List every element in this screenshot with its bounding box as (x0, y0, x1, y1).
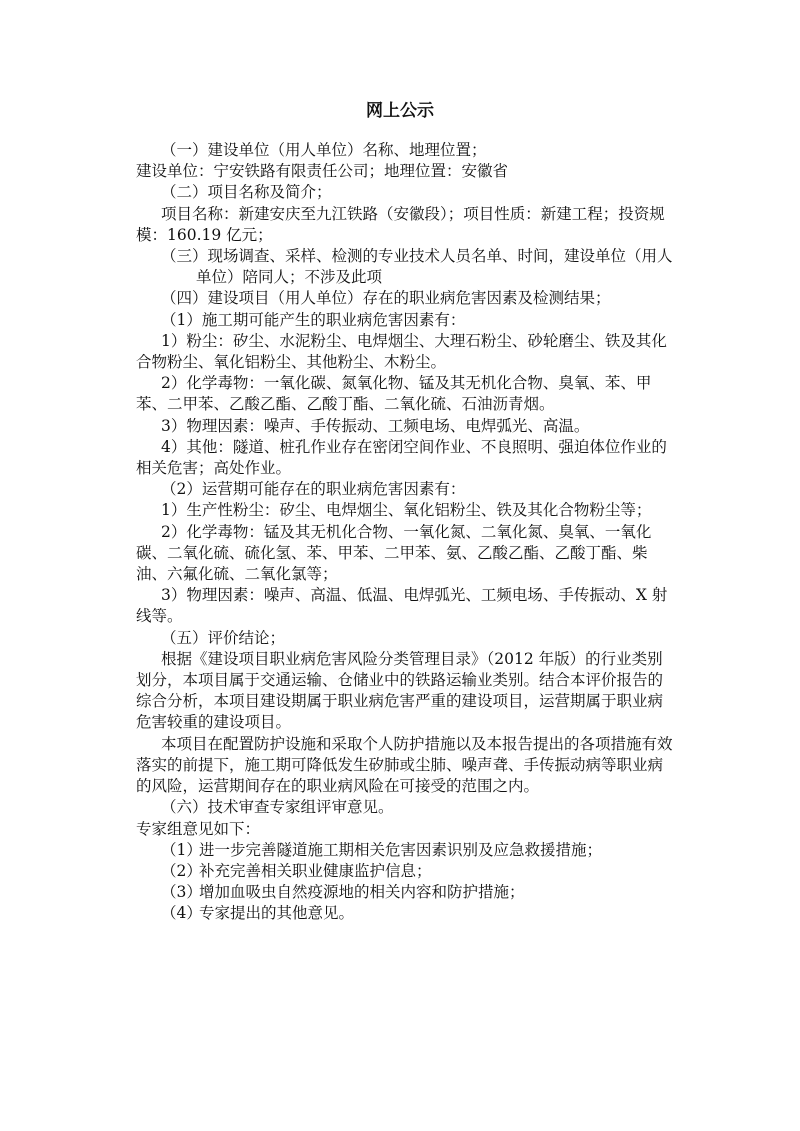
section-4-heading: （四）建设项目（用人单位）存在的职业病危害因素及检测结果； (161, 289, 611, 308)
expert-opinions-intro: 专家组意见如下： (136, 819, 261, 838)
opinion-item (136, 903, 676, 924)
opinion-text: 补充完善相关职业健康监护信息； (199, 861, 432, 880)
opinion-item (136, 882, 676, 903)
conclusion-paragraph-2: 本项目在配置防护设施和采取个人防护措施以及本报告提出的各项措施有效落实的前提下，施工期可降低发生矽肺或尘肺、噪声聋、手传振动病等职业病的风险，运营期间存在的职业病风险在可接受的范围之内。 (136, 734, 673, 796)
section-1-text: 建设单位：宁安铁路有限责任公司；地理位置：安徽省 (136, 162, 509, 181)
conclusion-paragraph-1: 根据《建设项目职业病危害风险分类管理目录》（2012 年版）的行业类别划分，本项目属于交通运输、仓储业中的铁路运输业类别。结合本评价报告的综合分析，本项目建设期属于职业病危害严重的建设项目，运营期属于职业病危害较重的建设项目。 (136, 649, 664, 732)
construction-chemicals: 2）化学毒物：一氧化碳、氮氧化物、锰及其无机化合物、臭氧、苯、甲苯、二甲苯、乙酸乙酯、乙酸丁酯、二氧化硫、石油沥青烟。 (136, 374, 652, 414)
operation-physical: 3）物理因素：噪声、高温、低温、电焊弧光、工频电场、手传振动、X 射线等。 (136, 586, 668, 626)
opinion-number: （1） (161, 840, 202, 859)
section-6-heading: （六）技术审查专家组评审意见。 (161, 798, 394, 817)
construction-other: 4）其他：隧道、桩孔作业存在密闭空间作业、不良照明、强迫体位作业的相关危害；高处作业。 (136, 437, 667, 478)
opinion-item (136, 861, 676, 882)
opinion-item (136, 840, 676, 861)
document-body (136, 140, 676, 925)
opinion-text: 进一步完善隧道施工期相关危害因素识别及应急救援措施； (199, 840, 603, 859)
opinion-text: 增加血吸虫自然疫源地的相关内容和防护措施； (199, 883, 525, 902)
opinion-text: 专家提出的其他意见。 (199, 904, 355, 923)
construction-hazards-heading: （1）施工期可能产生的职业病危害因素有： (161, 310, 466, 329)
opinion-number: （3） (161, 883, 202, 902)
operation-hazards-heading: （2）运营期可能存在的职业病危害因素有： (161, 480, 466, 499)
section-2-text: 项目名称：新建安庆至九江铁路（安徽段）；项目性质：新建工程；投资规模：160.19 亿元； (136, 204, 665, 244)
construction-physical: 3）物理因素：噪声、手传振动、工频电场、电焊弧光、高温。 (161, 416, 590, 435)
operation-dust: 1）生产性粉尘：矽尘、电焊烟尘、氧化铝粉尘、铁及其化合物粉尘等； (161, 501, 652, 520)
construction-dust: 1）粉尘：矽尘、水泥粉尘、电焊烟尘、大理石粉尘、砂轮磨尘、铁及其化合物粉尘、氧化铝粉尘、其他粉尘、木粉尘。 (136, 331, 667, 372)
opinion-number: （4） (161, 904, 202, 923)
section-2-heading: （二）项目名称及简介； (161, 183, 332, 202)
opinion-number: （2） (161, 861, 202, 880)
page-title: 网上公示 (366, 101, 434, 121)
operation-chemicals: 2）化学毒物：锰及其无机化合物、一氧化氮、二氧化氮、臭氧、一氧化碳、二氧化硫、硫化氢、苯、甲苯、二甲苯、氨、乙酸乙酯、乙酸丁酯、柴油、六氟化硫、二氧化氯等； (136, 522, 652, 584)
section-1-heading: （一）建设单位（用人单位）名称、地理位置； (161, 141, 487, 159)
section-3-heading: （三）现场调查、采样、检测的专业技术人员名单、时间，建设单位（用人单位）陪同人；不涉及此项 (161, 247, 673, 287)
section-5-heading: （五）评价结论； (161, 628, 286, 647)
